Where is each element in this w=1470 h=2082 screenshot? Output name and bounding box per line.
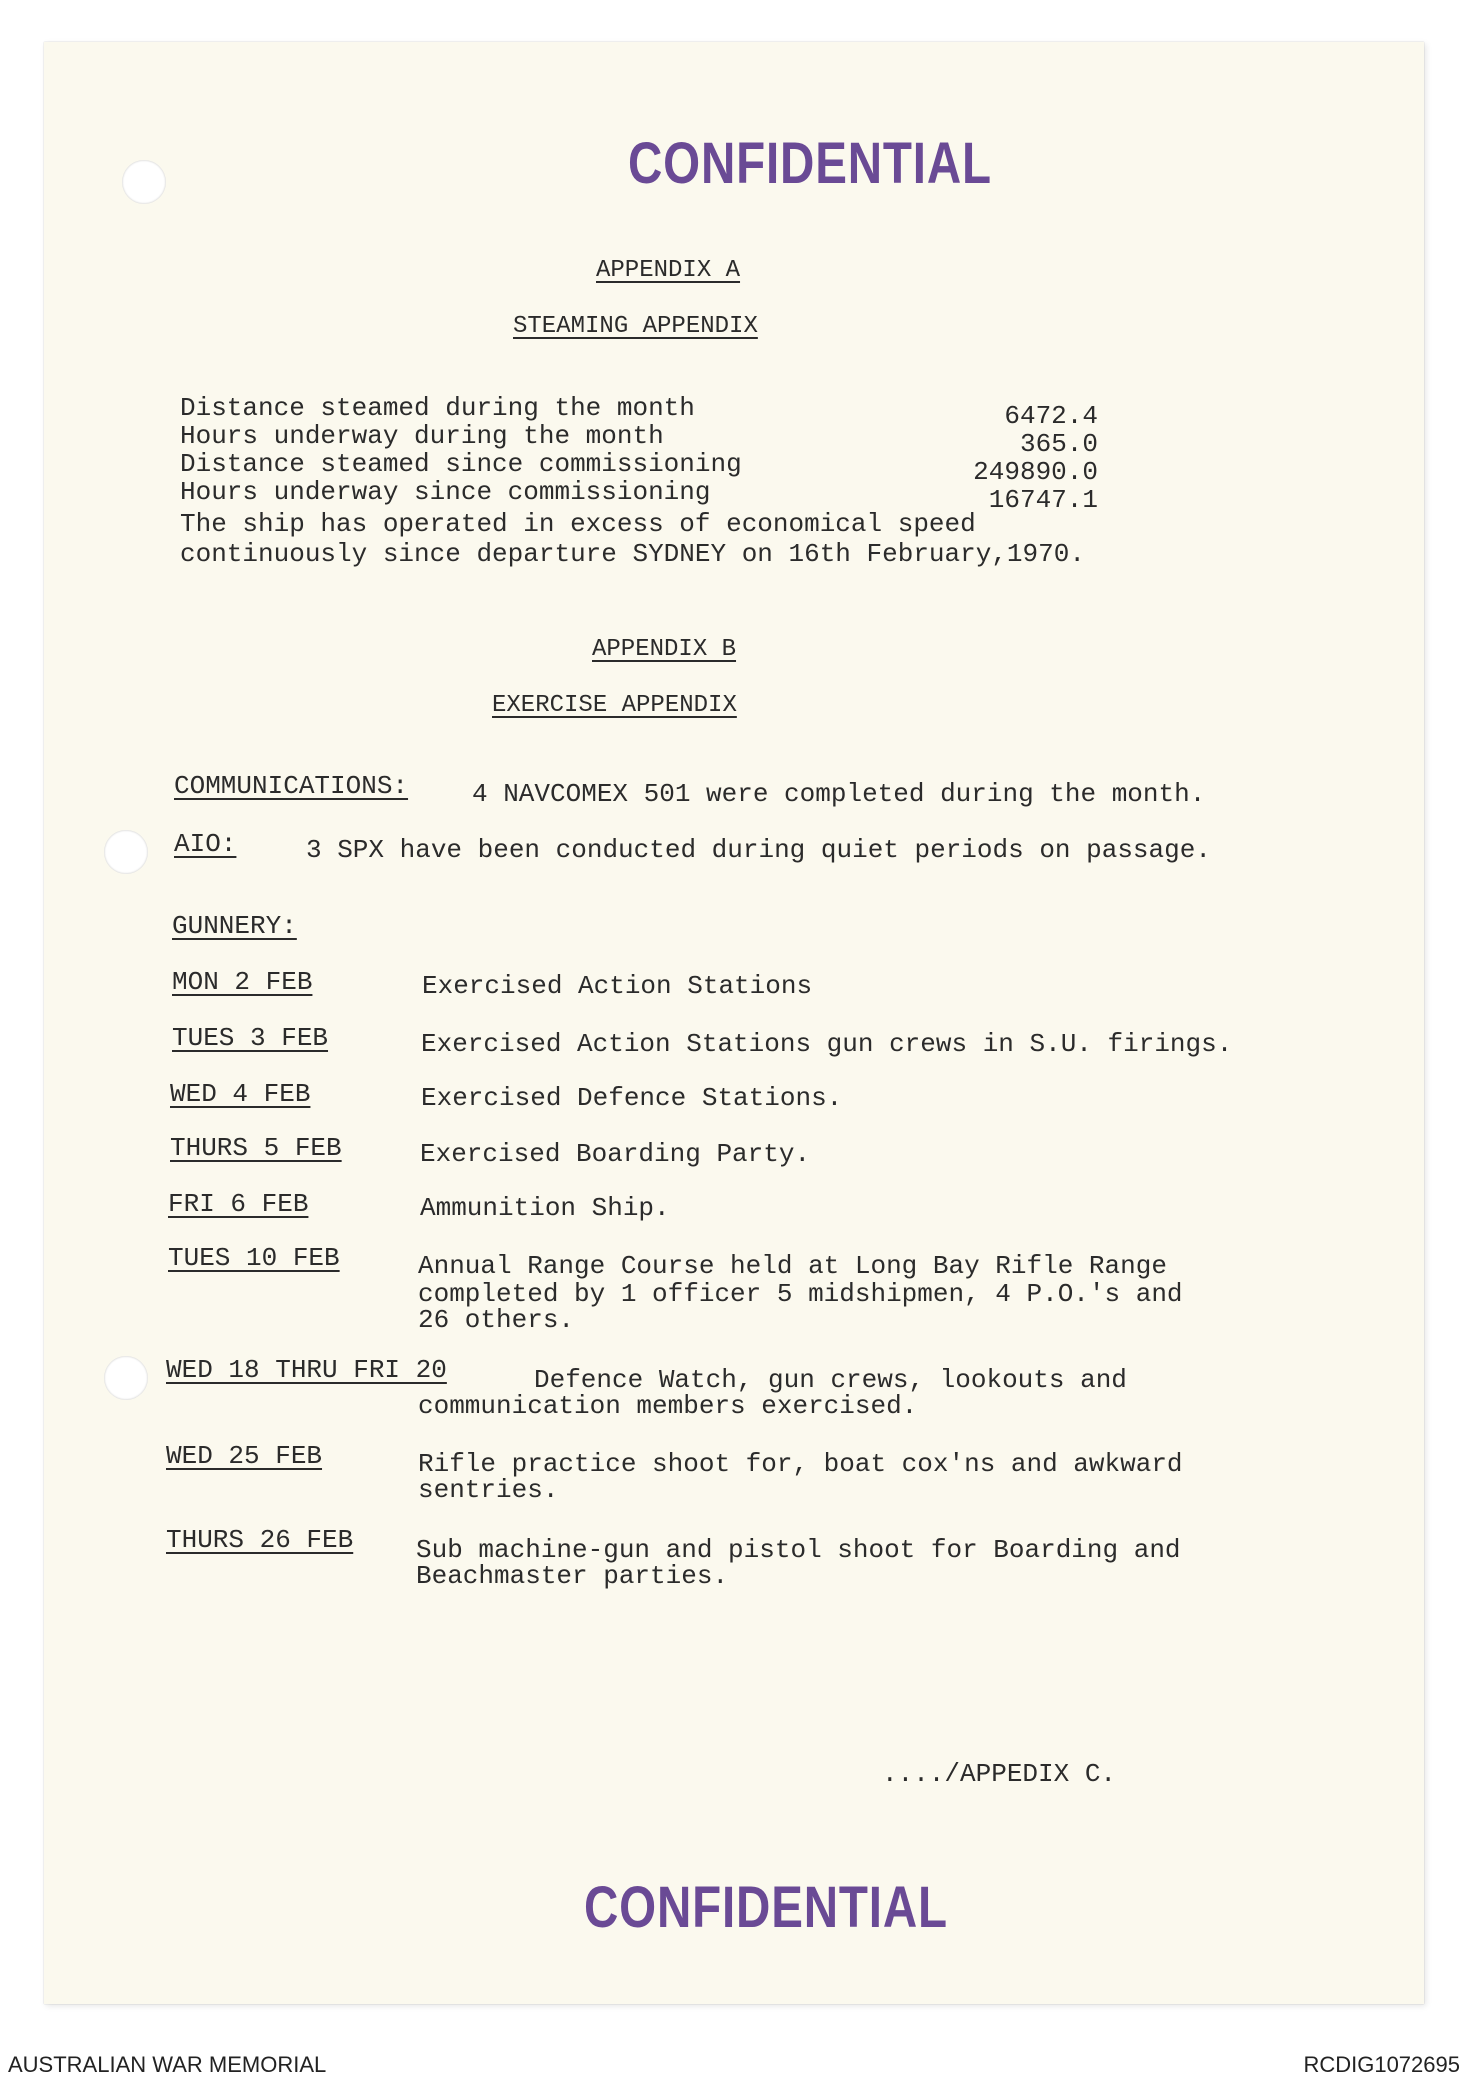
punch-hole-top (122, 160, 166, 204)
gunnery-entry-text: 26 others. (418, 1305, 575, 1335)
gunnery-entry-date: WED 25 FEB (166, 1441, 323, 1471)
punch-hole-lower (104, 1356, 148, 1400)
gunnery-entry-text: Exercised Defence Stations. (421, 1083, 843, 1113)
confidential-stamp-bottom: CONFIDENTIAL (584, 1875, 948, 1940)
gunnery-entry-text: Defence Watch, gun crews, lookouts and (534, 1365, 1127, 1395)
gunnery-entry-date: MON 2 FEB (172, 967, 313, 997)
gunnery-entry-text: Annual Range Course held at Long Bay Rifle Range (418, 1251, 1167, 1281)
aio-label: AIO: (174, 829, 237, 859)
steaming-row-value: 249890.0 (973, 457, 1098, 487)
appendix-a-title: APPENDIX A (596, 257, 741, 284)
gunnery-label: GUNNERY: (172, 911, 297, 941)
punch-hole-middle (104, 830, 148, 874)
appendix-a-subtitle: STEAMING APPENDIX (513, 313, 758, 340)
gunnery-entry-date: WED 18 THRU FRI 20 (166, 1355, 447, 1385)
aio-text: 3 SPX have been conducted during quiet periods on passage. (306, 835, 1211, 865)
steaming-row-label: Distance steamed since commissioning (180, 449, 742, 479)
steaming-row-label: Distance steamed during the month (180, 393, 695, 423)
gunnery-entry-text: Exercised Boarding Party. (420, 1139, 811, 1169)
steaming-row-value: 6472.4 (1004, 401, 1098, 431)
gunnery-entry-date: THURS 5 FEB (170, 1133, 342, 1163)
steaming-row-label: Hours underway during the month (180, 421, 664, 451)
gunnery-entry-text: Beachmaster parties. (416, 1561, 729, 1591)
gunnery-entry-text: sentries. (418, 1475, 559, 1505)
footer-source: AUSTRALIAN WAR MEMORIAL (8, 2052, 327, 2077)
steaming-note-line: The ship has operated in excess of economical speed (180, 509, 976, 539)
gunnery-entry-date: TUES 3 FEB (172, 1023, 329, 1053)
continuation-note: ..../APPEDIX C. (882, 1759, 1117, 1789)
steaming-row-value: 365.0 (1019, 429, 1098, 459)
footer-record-id: RCDIG1072695 (1303, 2052, 1460, 2077)
gunnery-entry-date: THURS 26 FEB (166, 1525, 354, 1555)
gunnery-entry-text: Exercised Action Stations (422, 971, 813, 1001)
gunnery-entry-date: TUES 10 FEB (168, 1243, 340, 1273)
gunnery-entry-text: Exercised Action Stations gun crews in S.U. firings. (421, 1029, 1233, 1059)
gunnery-entry-date: WED 4 FEB (170, 1079, 311, 1109)
appendix-b-subtitle: EXERCISE APPENDIX (492, 692, 737, 719)
confidential-stamp-top: CONFIDENTIAL (628, 131, 992, 196)
steaming-row-value: 16747.1 (988, 485, 1098, 515)
gunnery-entry-text: completed by 1 officer 5 midshipmen, 4 P.O.'s and (418, 1279, 1183, 1309)
gunnery-entry-text: communication members exercised. (418, 1391, 918, 1421)
steaming-row-label: Hours underway since commissioning (180, 477, 711, 507)
gunnery-entry-text: Ammunition Ship. (420, 1193, 670, 1223)
communications-text: 4 NAVCOMEX 501 were completed during the month. (472, 779, 1206, 809)
communications-label: COMMUNICATIONS: (174, 771, 409, 801)
gunnery-entry-text: Sub machine-gun and pistol shoot for Boarding and (416, 1535, 1181, 1565)
appendix-b-title: APPENDIX B (592, 636, 737, 663)
steaming-note-line: continuously since departure SYDNEY on 16th February,1970. (180, 539, 1085, 569)
gunnery-entry-text: Rifle practice shoot for, boat cox'ns and awkward (418, 1449, 1183, 1479)
gunnery-entry-date: FRI 6 FEB (168, 1189, 309, 1219)
